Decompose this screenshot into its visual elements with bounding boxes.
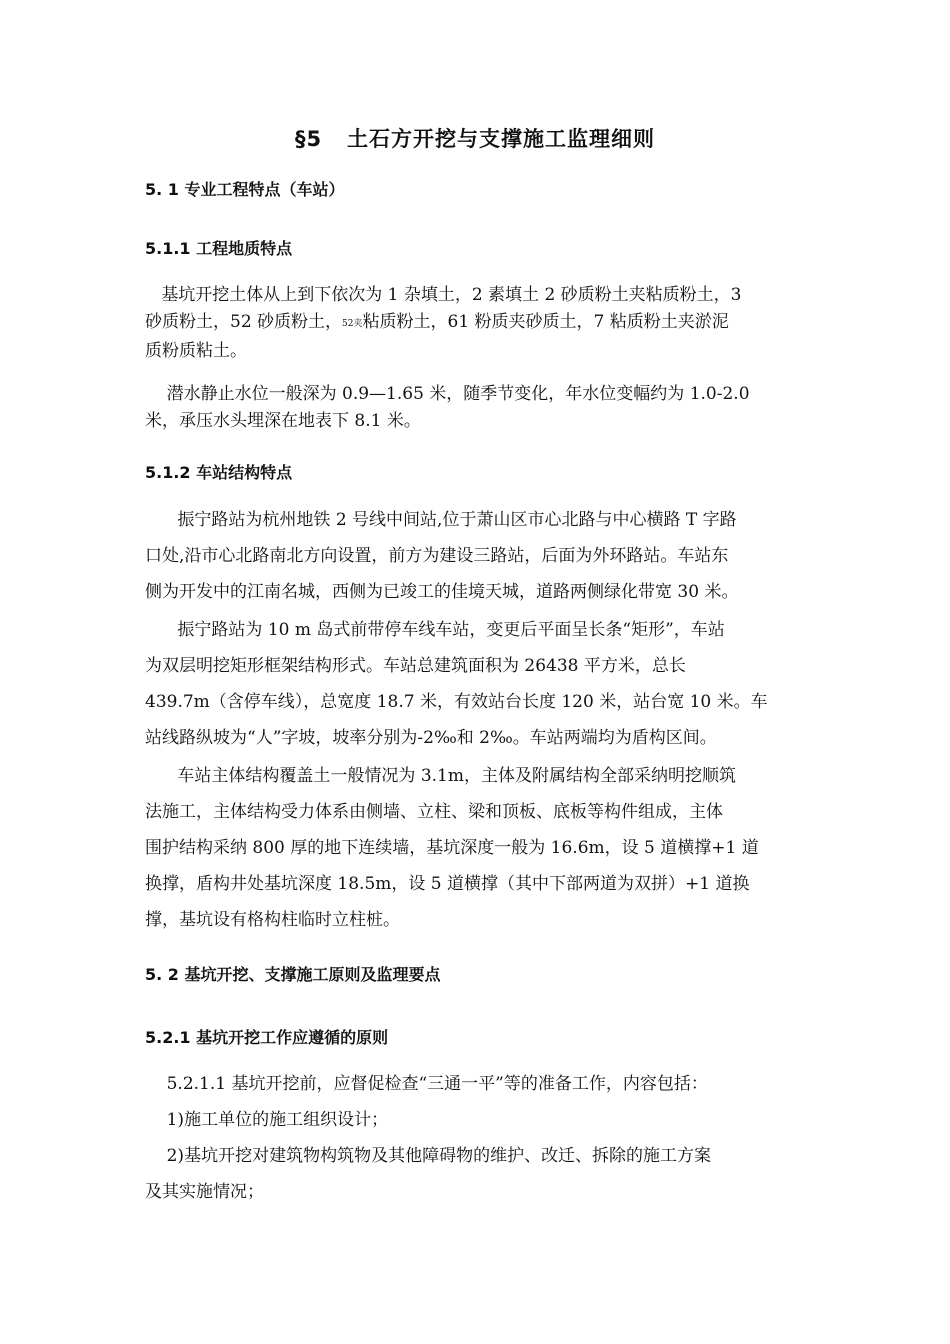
line-text: 粘质粉土，61 粉质夹砂质土，7 粘质粉土夹淤泥 — [362, 312, 729, 332]
document-title: §5 土石方开挖与支撑施工监理细则 — [294, 127, 656, 151]
paragraph-line: 法施工，主体结构受力体系由侧墙、立柱、梁和顶板、底板等构件组成，主体 — [145, 802, 723, 822]
station-paragraph-1 — [145, 502, 808, 610]
paragraph-line: 米，承压水头埋深在地表下 8.1 米。 — [145, 411, 421, 431]
paragraph-line: 口处,沿市心北路南北方向设置，前方为建设三路站，后面为外环路站。车站东 — [145, 546, 729, 566]
principles-paragraph — [145, 1066, 808, 1210]
section-heading-5-1-1: 5.1.1 工程地质特点 — [145, 239, 293, 258]
paragraph-line — [145, 309, 808, 338]
line-text: 砂质粉土，52 砂质粉土， — [145, 312, 343, 332]
paragraph-line: 振宁路站为 10 m 岛式前带停车线车站，变更后平面呈长条“矩形”，车站 — [145, 620, 725, 640]
paragraph-line: 振宁路站为杭州地铁 2 号线中间站,位于萧山区市心北路与中心横路 T 字路 — [145, 510, 737, 530]
paragraph-line: 站线路纵坡为“人”字坡，坡率分别为-2‰和 2‰。车站两端均为盾构区间。 — [145, 728, 717, 748]
paragraph-line: 围护结构采纳 800 厚的地下连续墙，基坑深度一般为 16.6m，设 5 道横撑+1 道 — [145, 838, 759, 858]
paragraph-line: 及其实施情况； — [145, 1182, 264, 1202]
paragraph-line: 车站主体结构覆盖土一般情况为 3.1m，主体及附属结构全部采纳明挖顺筑 — [145, 766, 736, 786]
station-paragraph-3 — [145, 758, 808, 938]
section-heading-5-2: 5. 2 基坑开挖、支撑施工原则及监理要点 — [145, 965, 441, 984]
section-heading-5-1: 5. 1 专业工程特点（车站） — [145, 180, 345, 199]
paragraph-line: 基坑开挖土体从上到下依次为 1 杂填土，2 素填土 2 砂质粉土夹粘质粉土，3 — [145, 285, 742, 305]
paragraph-line: 侧为开发中的江南名城，西侧为已竣工的佳境天城，道路两侧绿化带宽 30 米。 — [145, 582, 739, 602]
section-heading-5-2-1: 5.2.1 基坑开挖工作应遵循的原则 — [145, 1028, 389, 1047]
paragraph-line: 质粉质粘土。 — [145, 341, 247, 361]
paragraph-line: 撑，基坑设有格构柱临时立柱桩。 — [145, 910, 400, 930]
paragraph-line: 为双层明挖矩形框架结构形式。车站总建筑面积为 26438 平方米，总长 — [145, 656, 686, 676]
station-paragraph-2 — [145, 612, 808, 756]
paragraph-line: 换撑，盾构井处基坑深度 18.5m，设 5 道横撑（其中下部两道为双拼）+1 道换 — [145, 874, 750, 894]
paragraph-line: 潜水静止水位一般深为 0.9—1.65 米，随季节变化，年水位变幅约为 1.0-2.0 — [145, 384, 750, 404]
geology-paragraph — [145, 282, 808, 365]
section-heading-5-1-2: 5.1.2 车站结构特点 — [145, 463, 293, 482]
paragraph-line: 1)施工单位的施工组织设计； — [145, 1110, 389, 1130]
paragraph-line: 439.7m（含停车线），总宽度 18.7 米，有效站台长度 120 米，站台宽 10 米。车 — [145, 692, 768, 712]
paragraph-line: 5.2.1.1 基坑开挖前，应督促检查“三通一平”等的准备工作，内容包括： — [145, 1074, 708, 1094]
water-level-paragraph — [145, 381, 808, 435]
paragraph-line: 2)基坑开挖对建筑物构筑物及其他障碍物的维护、改迁、拆除的施工方案 — [145, 1146, 712, 1166]
subscript-label: 52夹 — [342, 319, 363, 329]
